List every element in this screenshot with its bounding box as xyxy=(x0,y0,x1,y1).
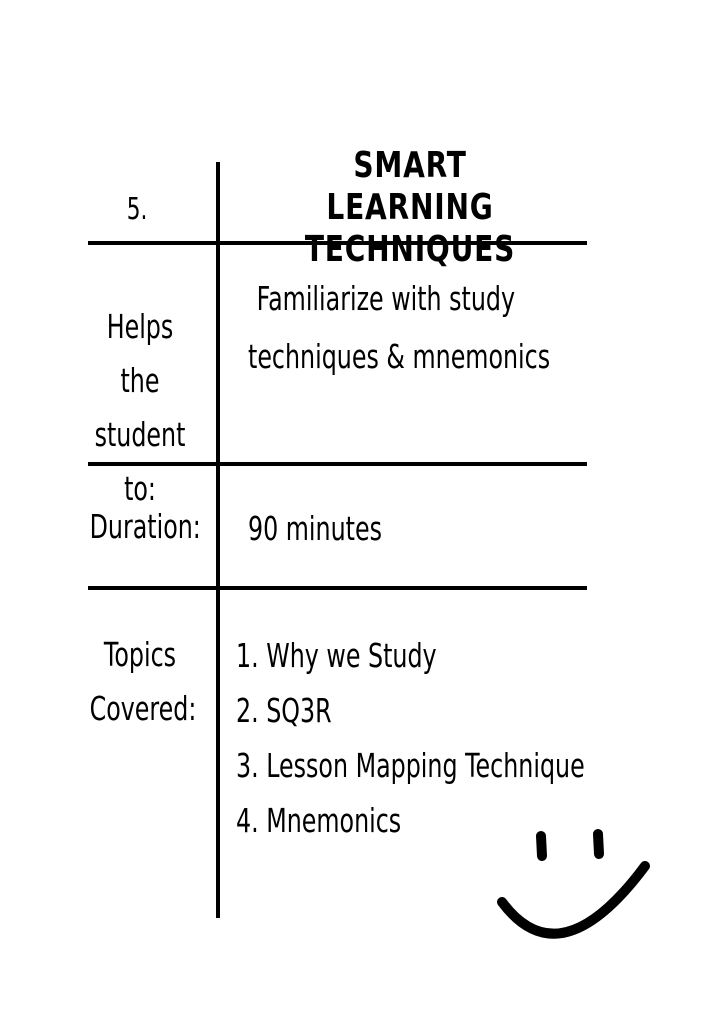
title-line-1: SMART LEARNING xyxy=(326,145,494,228)
list-item: 1. Why we Study xyxy=(236,636,437,675)
vertical-divider xyxy=(216,162,220,918)
smiley-left-eye xyxy=(541,836,542,856)
smiley-right-eye xyxy=(598,834,599,854)
duration-value: 90 minutes xyxy=(248,509,382,548)
smiley-mouth xyxy=(502,866,645,934)
title-line-2: TECHNIQUES xyxy=(304,229,516,270)
duration-label: Duration: xyxy=(89,507,201,546)
page-title xyxy=(270,145,551,271)
topics-value xyxy=(236,628,585,848)
smiley-face-icon xyxy=(490,820,660,960)
list-item: 4. Mnemonics xyxy=(236,801,402,840)
card-number: 5. xyxy=(126,192,148,227)
helps-value xyxy=(248,270,550,386)
row-divider-duration xyxy=(88,586,587,590)
helps-label: Helps the student to: xyxy=(94,307,186,508)
topic-list xyxy=(236,628,585,848)
topics-label: Topics Covered: xyxy=(89,635,197,728)
list-item: 2. SQ3R xyxy=(236,691,332,730)
helps-value-line-1: Familiarize with study xyxy=(256,279,516,318)
helps-value-line-2: techniques & mnemonics xyxy=(248,337,551,376)
list-item: 3. Lesson Mapping Technique xyxy=(236,746,585,785)
